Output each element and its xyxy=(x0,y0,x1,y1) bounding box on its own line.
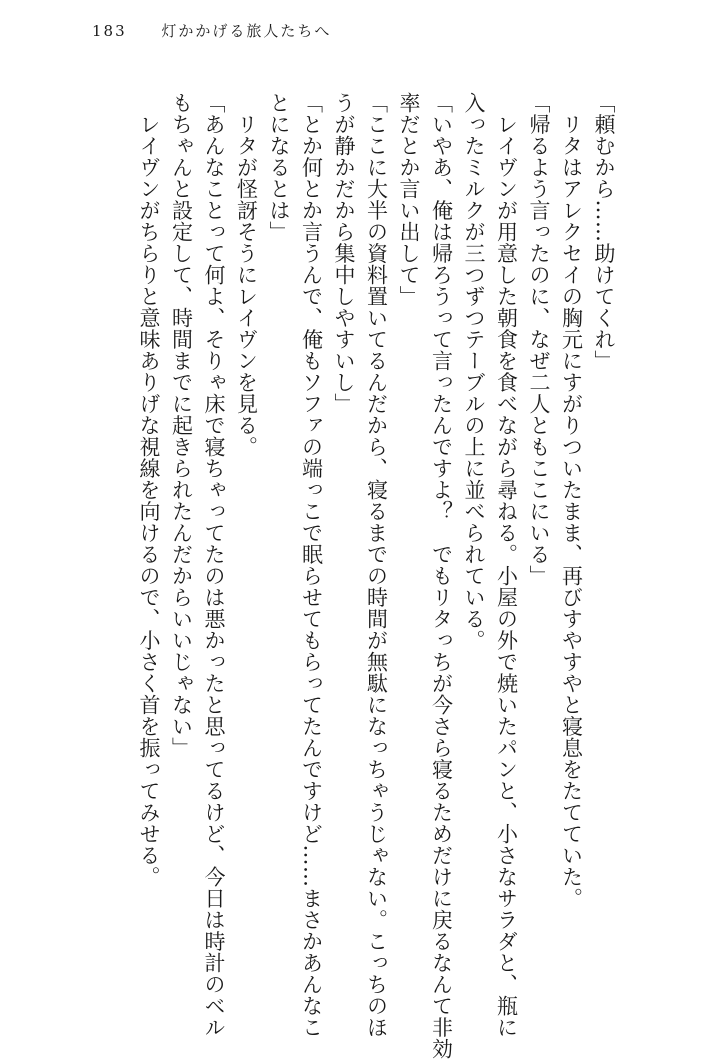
text-column: 「とか何とか言うんで、俺もソファの端っこで眠らせてもらってたんですけど……まさかあんなこ xyxy=(299,92,324,1038)
text-column: リタが怪訝そうにレイヴンを見る。 xyxy=(234,92,259,458)
text-column: 「あんなことって何よ、そりゃ床で寝ちゃってたのは悪かったと思ってるけど、今日は時計のベル xyxy=(202,92,226,1038)
text-column: 率だとか言い出して」 xyxy=(397,92,421,307)
text-column: レイヴンが用意した朝食を食べながら尋ねる。小屋の外で焼いたパンと、小さなサラダと、瓶に xyxy=(494,92,519,1038)
text-column: 「いやあ、俺は帰ろうって言ったんですよ？ でもリタっちが今さら寝るためだけに戻るなんて非効 xyxy=(429,92,454,1060)
text-column: レイヴンがちらりと意味ありげな視線を向けるので、小さく首を振ってみせる。 xyxy=(137,92,161,888)
page-number: 183 xyxy=(92,22,127,40)
text-column: 「帰るよう言ったのに、なぜ二人ともここにいる」 xyxy=(527,92,551,587)
text-column: 「ここに大半の資料置いてるんだから、寝るまでの時間が無駄になっちゃうじゃない。こっちのほ xyxy=(364,92,389,1038)
text-column: もちゃんと設定して、時間までに起きられたんだからいいじゃない」 xyxy=(169,92,194,759)
text-column: うが静かだから集中しやすいし」 xyxy=(332,92,356,415)
running-title: 灯かかげる旅人たちへ xyxy=(161,22,332,40)
vertical-body-text xyxy=(60,92,620,1060)
text-column: リタはアレクセイの胸元にすがりついたまま、再びすやすやと寝息をたてていた。 xyxy=(559,92,584,909)
text-column: 入ったミルクが三つずつテーブルの上に並べられている。 xyxy=(462,92,486,651)
text-column: 「頼むから……助けてくれ」 xyxy=(592,92,616,372)
text-column: とになるとは」 xyxy=(267,92,291,243)
running-header xyxy=(92,20,331,41)
